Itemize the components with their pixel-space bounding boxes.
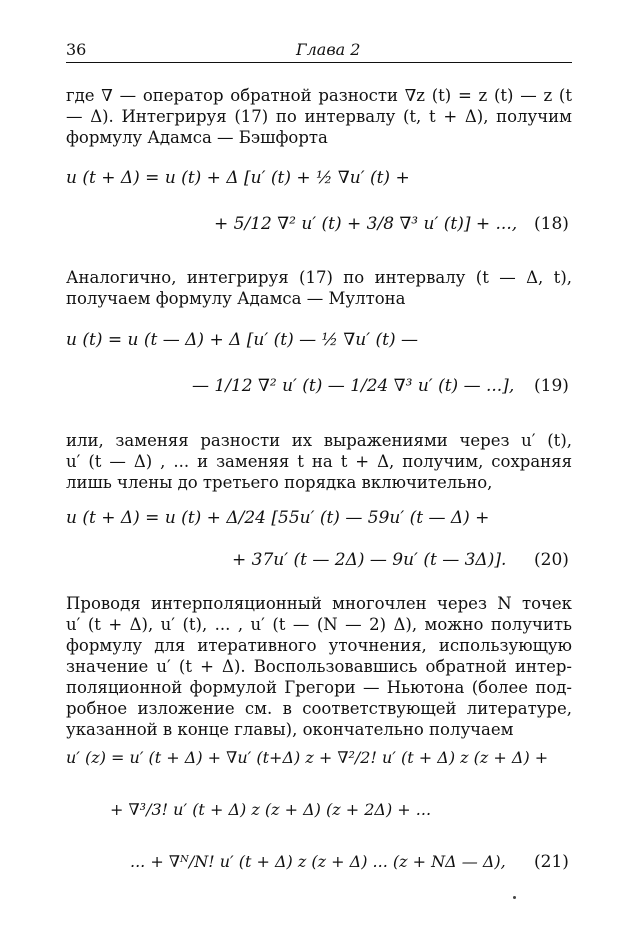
- equation-19-line-1: u (t) = u (t — Δ) + Δ [u′ (t) — ½ ∇u′ (t) —: [66, 330, 418, 350]
- text-line: указанной в конце главы), окончательно получаем: [66, 720, 514, 739]
- text-line: получаем формулу Адамса — Мултона: [66, 289, 406, 308]
- equation-number-18: (18): [534, 214, 569, 234]
- text-line: формулу для итеративного уточнения, использующую: [66, 636, 572, 655]
- paragraph-2: [66, 267, 572, 309]
- equation-number-21: (21): [534, 852, 569, 872]
- page-number: 36: [66, 40, 87, 59]
- text-line: Проводя интерполяционный многочлен через N точек: [66, 594, 572, 613]
- equation-20-line-2: + 37u′ (t — 2Δ) — 9u′ (t — 3Δ)].: [232, 550, 507, 570]
- equation-21-line-3: ... + ∇ᴺ/N! u′ (t + Δ) z (z + Δ) ... (z + NΔ — Δ),: [130, 852, 506, 871]
- text-line: поляционной формулой Грегори — Ньютона (более под-: [66, 678, 572, 697]
- equation-number-19: (19): [534, 376, 569, 396]
- text-line: — Δ). Интегрируя (17) по интервалу (t, t + Δ), получим: [66, 107, 572, 126]
- print-speck: [513, 896, 516, 899]
- equation-21-line-2: + ∇³/3! u′ (t + Δ) z (z + Δ) (z + 2Δ) + ...: [110, 800, 432, 819]
- running-title: Глава 2: [296, 40, 361, 59]
- text-line: робное изложение см. в соответствующей литературе,: [66, 699, 572, 718]
- text-line: где ∇ — оператор обратной разности ∇z (t) = z (t) — z (t: [66, 86, 572, 105]
- text-line: u′ (t — Δ) , ... и заменяя t на t + Δ, получим, сохраняя: [66, 452, 572, 471]
- text-line: Аналогично, интегрируя (17) по интервалу (t — Δ, t),: [66, 268, 572, 287]
- text-line: лишь члены до третьего порядка включительно,: [66, 473, 493, 492]
- equation-18-line-2: + 5/12 ∇² u′ (t) + 3/8 ∇³ u′ (t)] + ...,: [214, 214, 518, 234]
- paragraph-3: [66, 430, 572, 493]
- equation-20-line-1: u (t + Δ) = u (t) + Δ/24 [55u′ (t) — 59u′ (t — Δ) +: [66, 508, 490, 528]
- text-line: или, заменяя разности их выражениями через u′ (t),: [66, 431, 572, 450]
- equation-21-line-1: u′ (z) = u′ (t + Δ) + ∇u′ (t+Δ) z + ∇²/2! u′ (t + Δ) z (z + Δ) +: [66, 748, 549, 767]
- text-line: значение u′ (t + Δ). Воспользовавшись обратной интер-: [66, 657, 572, 676]
- paragraph-1: [66, 85, 572, 148]
- text-line: u′ (t + Δ), u′ (t), ... , u′ (t — (N — 2) Δ), можно получить: [66, 615, 572, 634]
- page-header: [66, 38, 572, 63]
- paragraph-4: [66, 593, 572, 740]
- equation-number-20: (20): [534, 550, 569, 570]
- equation-19-line-2: — 1/12 ∇² u′ (t) — 1/24 ∇³ u′ (t) — ...],: [192, 376, 515, 396]
- equation-18-line-1: u (t + Δ) = u (t) + Δ [u′ (t) + ½ ∇u′ (t) +: [66, 168, 410, 188]
- text-line: формулу Адамса — Бэшфорта: [66, 128, 328, 147]
